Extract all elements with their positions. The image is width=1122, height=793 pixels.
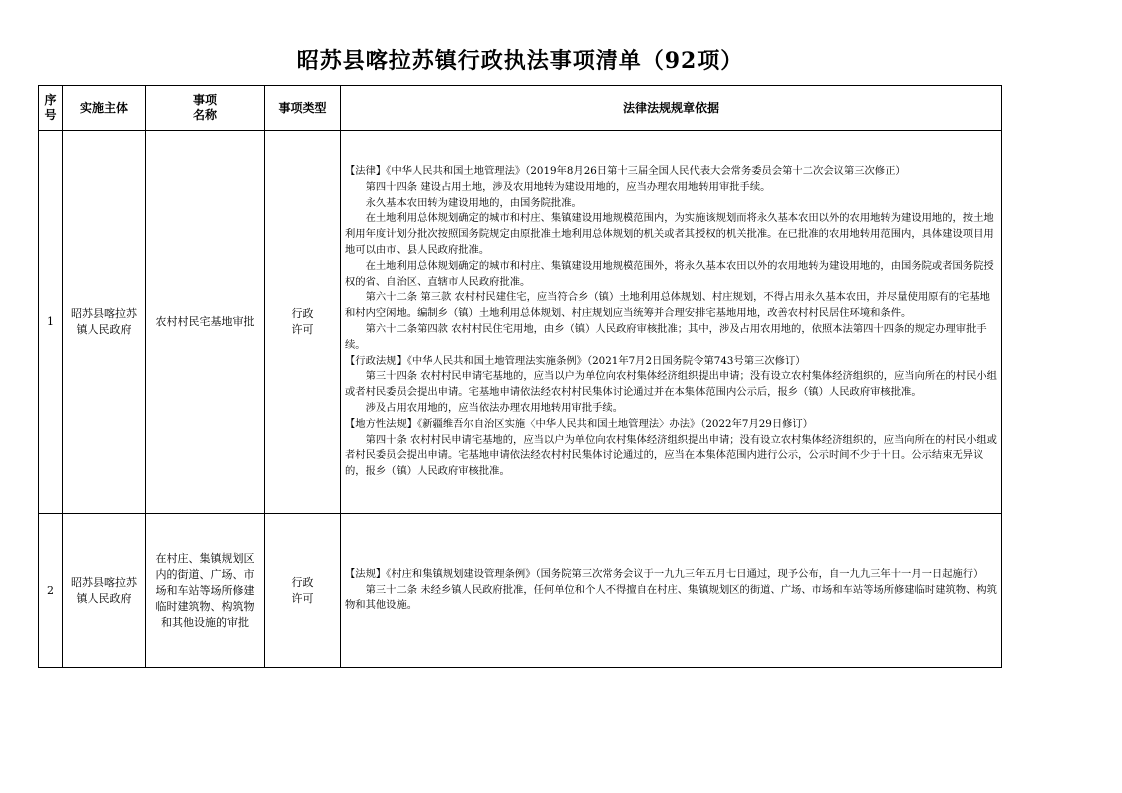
table-row bbox=[39, 514, 1002, 668]
header-name-label: 事项名称 bbox=[192, 93, 217, 122]
law-article: 第四十条 农村村民申请宅基地的，应当以户为单位向农村集体经济组织提出申请；没有设立农村集体经济组织的，应当向所在的村民小组或者村民委员会提出申请。宅基地申请依法经农村村民集体讨论通过的，应当在本集体范围内进行公示，公示时间不少于十日。公示结束无异议的，报乡（镇）人民政府审核批准。 bbox=[345, 433, 997, 478]
header-type: 事项类型 bbox=[265, 86, 341, 131]
law-article: 永久基本农田转为建设用地的，由国务院批准。 bbox=[365, 196, 582, 209]
header-body: 实施主体 bbox=[63, 86, 146, 131]
enforcement-items-table bbox=[38, 85, 1002, 668]
law-heading: 【法律】《中华人民共和国土地管理法》（2019年8月26日第十三届全国人民代表大会常务委员会第十二次会议第三次修正） bbox=[345, 165, 906, 178]
header-no-label: 序号 bbox=[44, 93, 57, 122]
table-row bbox=[39, 131, 1002, 514]
row-no: 1 bbox=[39, 131, 63, 514]
row-type-label: 行政许可 bbox=[291, 307, 314, 336]
law-article: 第三十四条 农村村民申请宅基地的，应当以户为单位向农村集体经济组织提出申请；没有设立农村集体经济组织的，应当向所在的村民小组或者村民委员会提出申请。宅基地申请依法经农村村民集体讨论通过并在本集体范围内公示后，报乡（镇）人民政府审核批准。 bbox=[345, 370, 997, 399]
law-article: 第六十二条第四款 农村村民住宅用地，由乡（镇）人民政府审核批准；其中，涉及占用农用地的，依照本法第四十四条的规定办理审批手续。 bbox=[345, 323, 987, 351]
row-name: 在村庄、集镇规划区内的街道、广场、市场和车站等场所修建临时建筑物、构筑物和其他设施的审批 bbox=[146, 514, 265, 668]
header-law: 法律法规规章依据 bbox=[341, 86, 1002, 131]
row-body: 昭苏县喀拉苏镇人民政府 bbox=[63, 131, 146, 514]
row-law bbox=[341, 514, 1002, 668]
row-type bbox=[265, 131, 341, 514]
row-type-label: 行政许可 bbox=[291, 575, 314, 605]
law-heading: 【行政法规】《中华人民共和国土地管理法实施条例》（2021年7月2日国务院令第743号第三次修订） bbox=[345, 354, 806, 367]
header-name bbox=[146, 86, 265, 131]
law-article: 第三十二条 未经乡镇人民政府批准，任何单位和个人不得擅自在村庄、集镇规划区的街道、广场、市场和车站等场所修建临时建筑物、构筑物和其他设施。 bbox=[345, 583, 997, 612]
law-article: 第六十二条 第三款 农村村民建住宅，应当符合乡（镇）土地利用总体规划、村庄规划，不得占用永久基本农田，并尽量使用原有的宅基地和村内空闲地。编制乡（镇）土地利用总体规划、村庄规划应当统筹并合理安排宅基地用地，改善农村村民居住环境和条件。 bbox=[345, 291, 990, 320]
law-article: 在土地利用总体规划确定的城市和村庄、集镇建设用地规模范围内，为实施该规划而将永久基本农田以外的农用地转为建设用地的，按土地利用年度计划分批次按照国务院规定由原批准土地利用总体规划的机关或者其授权的机关批准。在已批准的农用地转用范围内，具体建设项目用地可以由市、县人民政府批准。 bbox=[345, 212, 994, 257]
law-article: 涉及占用农用地的，应当依法办理农用地转用审批手续。 bbox=[365, 401, 624, 414]
row-body: 昭苏县喀拉苏镇人民政府 bbox=[63, 514, 146, 668]
row-name: 农村村民宅基地审批 bbox=[146, 131, 265, 514]
law-article: 在土地利用总体规划确定的城市和村庄、集镇建设用地规模范围外，将永久基本农田以外的农用地转为建设用地的，由国务院或者国务院授权的省、自治区、直辖市人民政府批准。 bbox=[345, 259, 994, 288]
page-title: 昭苏县喀拉苏镇行政执法事项清单（92项） bbox=[296, 48, 744, 74]
law-article: 第四十四条 建设占用土地，涉及农用地转为建设用地的，应当办理农用地转用审批手续。 bbox=[365, 180, 771, 193]
row-law bbox=[341, 131, 1002, 514]
row-no: 2 bbox=[39, 514, 63, 668]
law-heading: 【法规】《村庄和集镇规划建设管理条例》（国务院第三次常务会议于一九九三年五月七日通过，现予公布，自一九九三年十一月一日起施行） bbox=[345, 567, 984, 580]
table-header-row bbox=[39, 86, 1002, 131]
row-type bbox=[265, 514, 341, 668]
header-no bbox=[39, 86, 63, 131]
law-heading: 【地方性法规】《新疆维吾尔自治区实施〈中华人民共和国土地管理法〉办法》（2022年7月29日修订） bbox=[345, 417, 814, 430]
